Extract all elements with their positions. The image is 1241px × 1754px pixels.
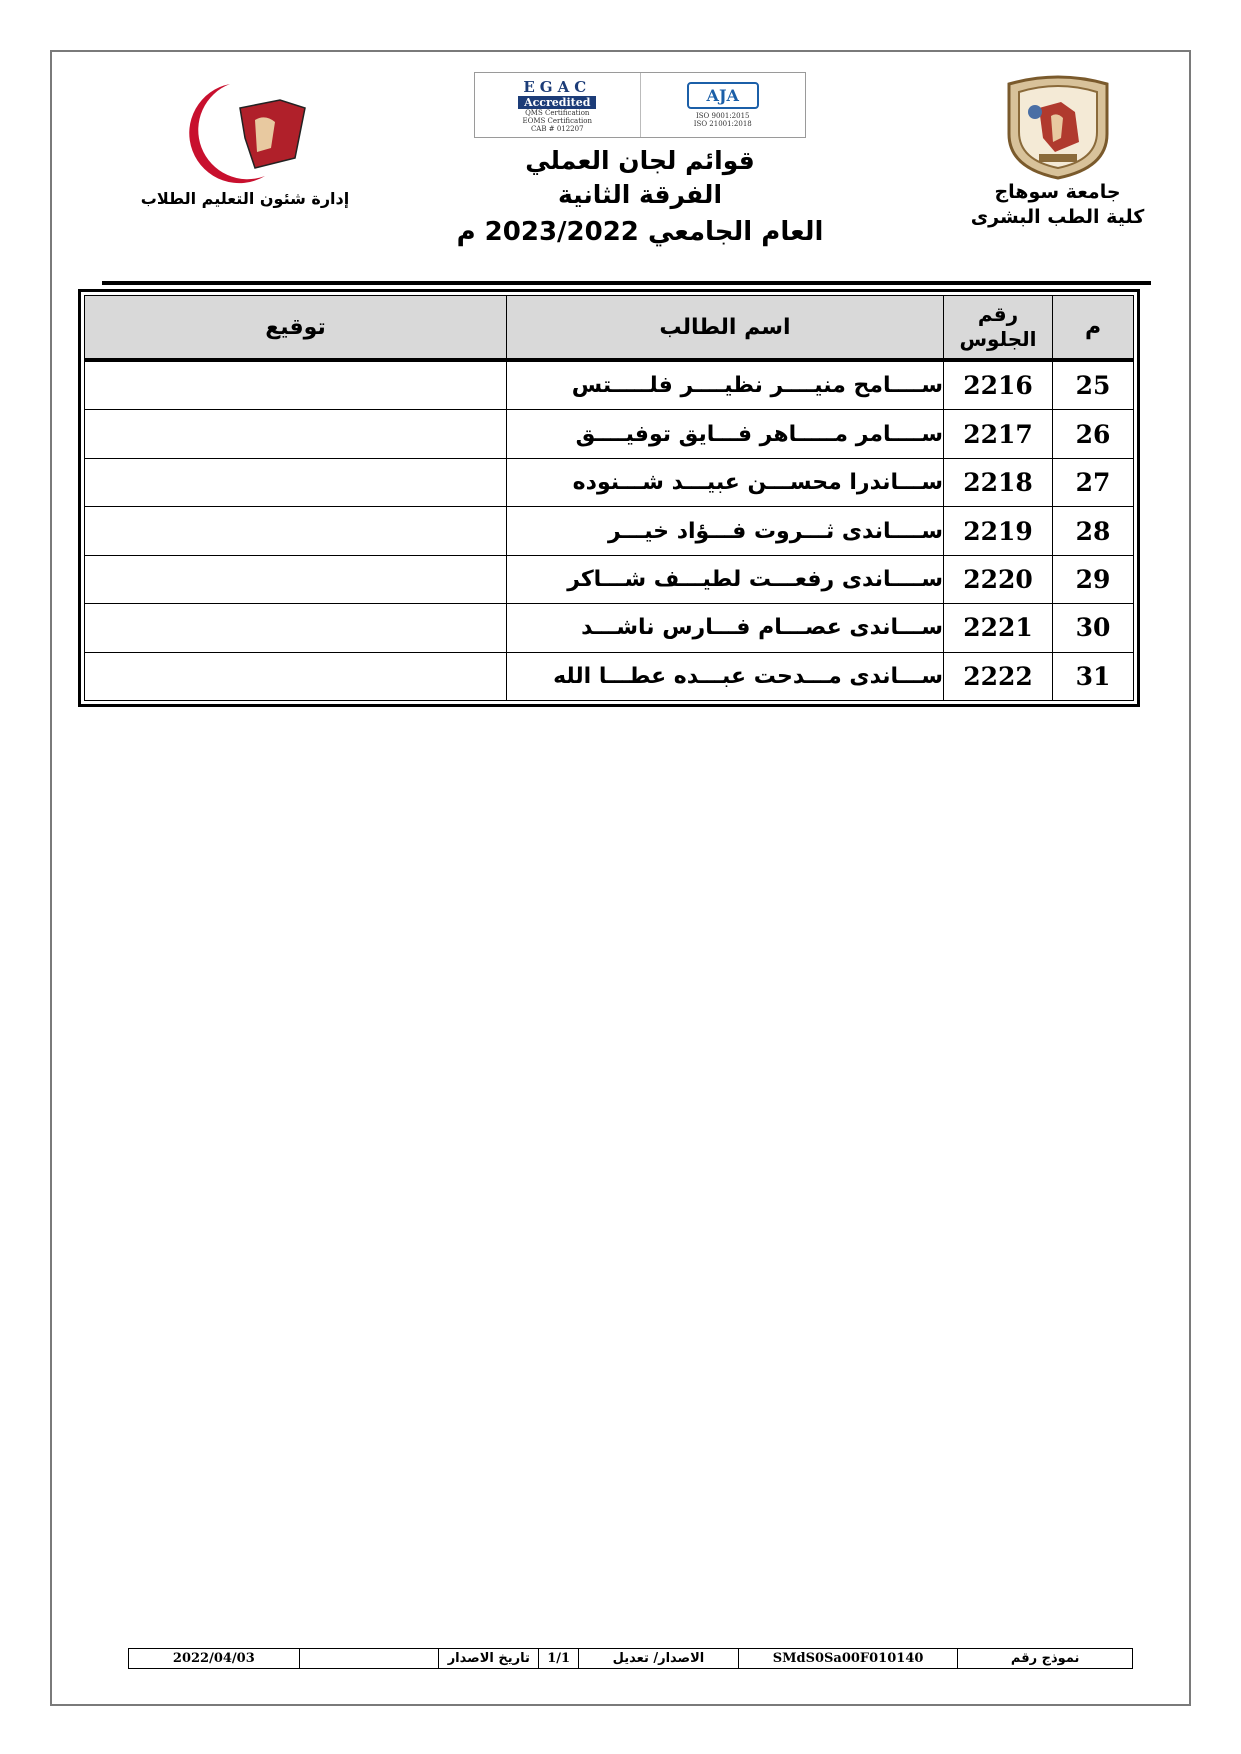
footer-date: 2022/04/03 xyxy=(172,1651,255,1666)
row-seat-number: 2222 xyxy=(944,652,1053,700)
table-row xyxy=(85,555,1134,603)
page-title: قوائم لجان العملي xyxy=(525,146,755,175)
footer-date-label: تاريخ الاصدار xyxy=(438,1649,538,1668)
faculty-logo-block xyxy=(120,78,370,211)
row-signature xyxy=(85,458,507,506)
academic-year: العام الجامعي 2023/2022 م xyxy=(456,217,824,247)
header-seat-line1: رقم xyxy=(977,302,1019,326)
row-seat-number: 2221 xyxy=(944,604,1053,652)
page-subtitle: الفرقة الثانية xyxy=(557,180,723,209)
row-signature xyxy=(85,410,507,458)
row-seat-number: 2220 xyxy=(944,555,1053,603)
egac-accredited: Accredited xyxy=(518,96,596,109)
row-signature xyxy=(85,604,507,652)
row-index: 27 xyxy=(1053,458,1134,506)
aja-line: ISO 9001:2015 xyxy=(695,112,750,120)
table-row xyxy=(85,604,1134,652)
row-index: 26 xyxy=(1053,410,1134,458)
university-name: جامعة سوهاج xyxy=(994,181,1121,203)
egac-line: CAB # 012207 xyxy=(530,124,584,133)
row-signature xyxy=(85,555,507,603)
aja-line: ISO 21001:2018 xyxy=(693,120,752,128)
certification-logos xyxy=(474,72,806,138)
row-index: 29 xyxy=(1053,555,1134,603)
row-student-name: ســــاندى رفعـــت لطيـــف شـــاكر xyxy=(507,555,944,603)
row-student-name: ســـاندى عصـــام فـــارس ناشـــد xyxy=(507,604,944,652)
row-index: 25 xyxy=(1053,360,1134,410)
header-signature: توقيع xyxy=(85,296,507,361)
faculty-name: كلية الطب البشرى xyxy=(970,206,1145,228)
header-index: م xyxy=(1053,296,1134,361)
footer-form-code: SMdS0Sa00F010140 xyxy=(738,1649,958,1668)
aja-logo xyxy=(640,73,806,137)
faculty-logo-icon xyxy=(145,78,345,186)
footer-version-label: الاصدار/ تعديل xyxy=(578,1649,738,1668)
university-block xyxy=(955,72,1160,230)
row-seat-number: 2217 xyxy=(944,410,1053,458)
row-signature xyxy=(85,652,507,700)
row-seat-number: 2219 xyxy=(944,507,1053,555)
row-signature xyxy=(85,507,507,555)
header-seat-line2: الجلوس xyxy=(959,327,1037,351)
header-seat-number xyxy=(944,296,1053,361)
row-seat-number: 2218 xyxy=(944,458,1053,506)
egac-logo xyxy=(475,73,640,137)
egac-line: QMS Certification xyxy=(525,108,590,117)
students-table xyxy=(78,289,1140,707)
table-row xyxy=(85,458,1134,506)
aja-logo-mark: AJA xyxy=(687,82,759,109)
row-index: 31 xyxy=(1053,652,1134,700)
header-student-name: اسم الطالب xyxy=(507,296,944,361)
table-row xyxy=(85,360,1134,410)
footer-form-label: نموذج رقم xyxy=(957,1649,1132,1668)
table-header-row xyxy=(85,296,1134,361)
row-signature xyxy=(85,360,507,410)
table-row xyxy=(85,410,1134,458)
header-divider xyxy=(102,281,1151,285)
row-student-name: ســــامح منيــــر نظيــــر فلـــــتس xyxy=(507,360,944,410)
university-seal-icon xyxy=(999,72,1117,180)
row-seat-number: 2216 xyxy=(944,360,1053,410)
row-student-name: ســـاندرا محســـن عبيـــد شـــنوده xyxy=(507,458,944,506)
department-name: إدارة شئون التعليم الطلاب xyxy=(140,189,350,208)
table-row xyxy=(85,652,1134,700)
header-center xyxy=(450,72,830,252)
footer-version: 1/1 xyxy=(538,1649,578,1668)
footer-spacer xyxy=(299,1649,439,1668)
row-student-name: ســـاندى مـــدحت عبـــده عطـــا الله xyxy=(507,652,944,700)
egac-title: EGAC xyxy=(523,77,592,96)
table-row xyxy=(85,507,1134,555)
row-student-name: ســــاندى ثـــروت فـــؤاد خيـــر xyxy=(507,507,944,555)
row-student-name: ســــامر مـــــاهر فـــايق توفيــــق xyxy=(507,410,944,458)
egac-line: EOMS Certification xyxy=(522,116,592,125)
row-index: 30 xyxy=(1053,604,1134,652)
form-footer xyxy=(128,1648,1133,1669)
row-index: 28 xyxy=(1053,507,1134,555)
